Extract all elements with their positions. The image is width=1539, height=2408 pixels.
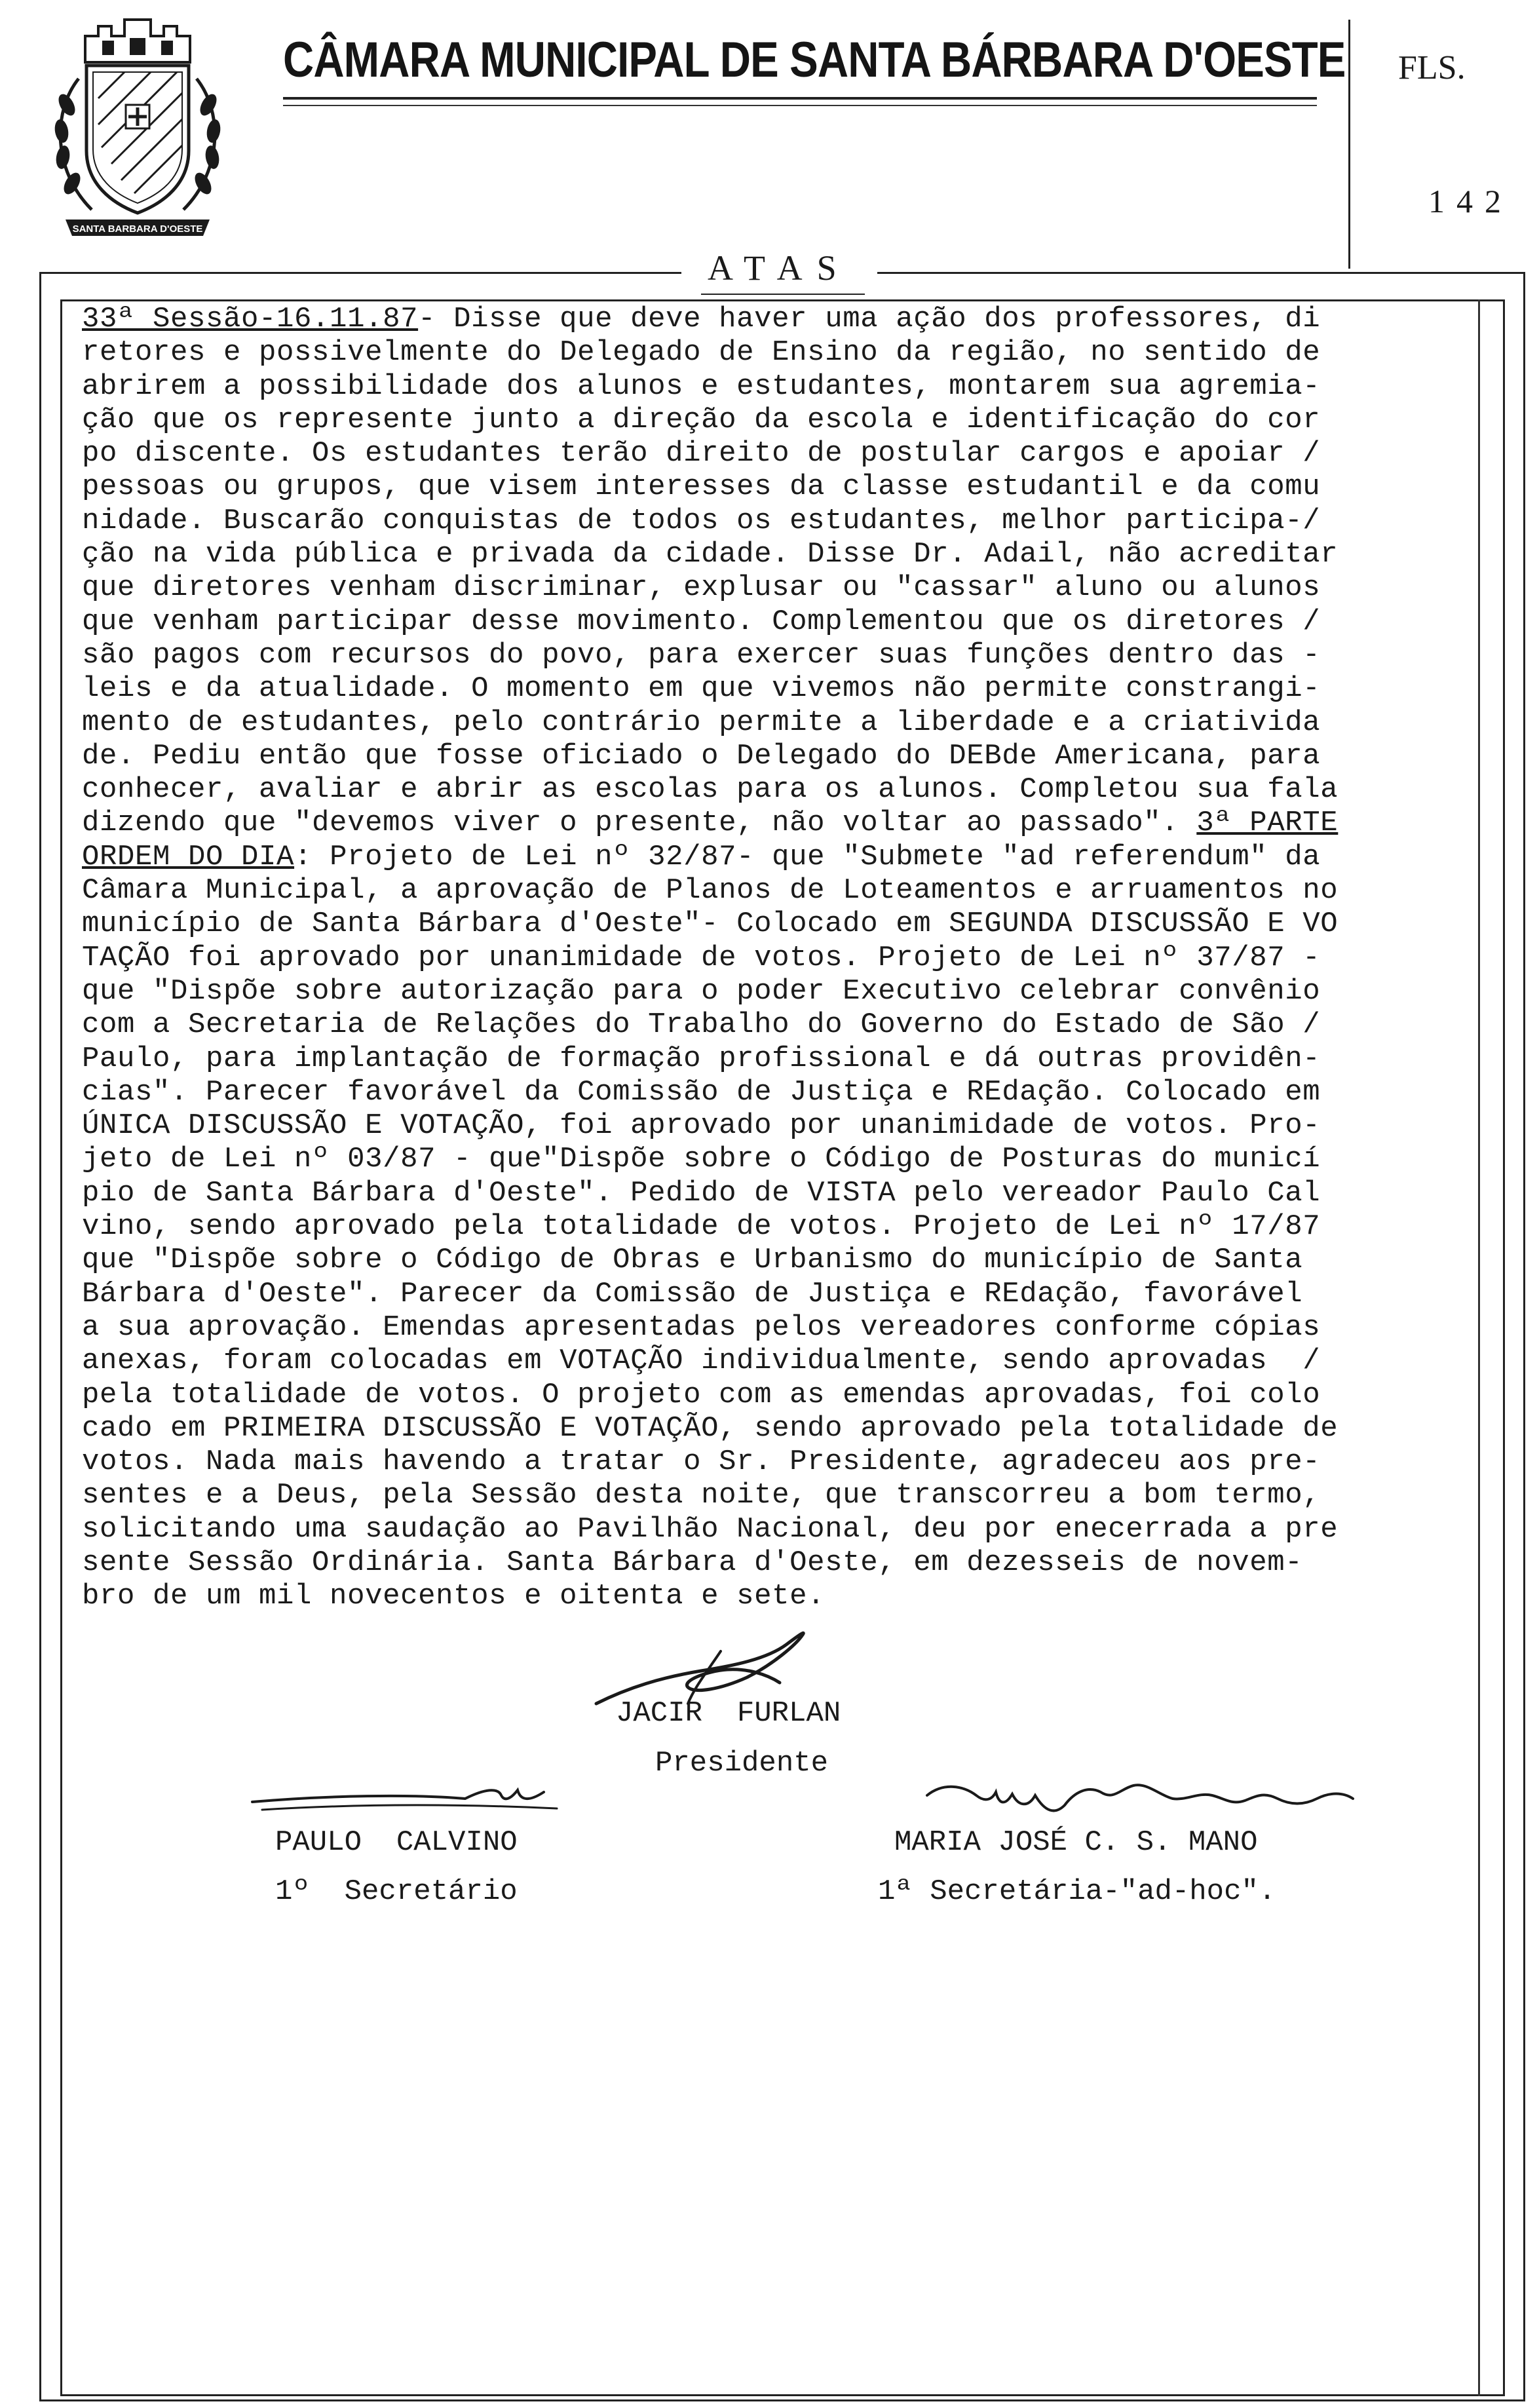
folio-number: 142: [1428, 183, 1513, 220]
ordem-heading-title: ORDEM DO DIA: [82, 840, 295, 873]
ordem-do-dia-text: : Projeto de Lei nº 32/87- que "Submete "ad referendum" da Câmara Municipal, a aprovação de Planos de Loteamentos e arruamentos no município de Santa Bárbara d'Oeste"- Colocado em SEGUNDA DISCUSSÃO E VO TAÇÃO foi aprovado por unanimidade de votos. Projeto de Lei nº 37/87 - que "Dispõe sobre autorização para o poder Executivo celebrar convênio com a Secretaria de Relações do Trabalho do Governo do Estado de São / Paulo, para implantação de formação profissional e dá outras providên- cias". Parecer favorável da Comissão de Justiça e REdação. Colocado em ÚNICA DISCUSSÃO E VOTAÇÃO, foi aprovado por unanimidade de votos. Pro- jeto de Lei nº 03/87 - que"Dispõe sobre o Código de Posturas do municí pio de Santa Bárbara d'Oeste". Pedido de VISTA pelo vereador Paulo Cal vino, sendo aprovado pela totalidade de votos. Projeto de Lei nº 17/87 que "Dispõe sobre o Código de Obras e Urbanismo do município de Santa Bárbara d'Oeste". Parecer da Comissão de Justiça e REdação, favorável a sua aprovação. Emendas apresentadas pelos vereadores conforme cópias anexas, foram colocadas em VOTAÇÃO individualmente, sendo aprovadas / pela totalidade de votos. O projeto com as emendas aprovadas, foi colo cado em PRIMEIRA DISCUSSÃO E VOTAÇÃO, sendo aprovado pela totalidade de votos. Nada mais havendo a tratar o Sr. Presidente, agradeceu aos pre- sentes e a Deus, pela Sessão desta noite, que transcorreu a bom termo, solicitando uma saudação ao Pavilhão Nacional, deu por enecerrada a pre sente Sessão Ordinária. Santa Bárbara d'Oeste, em dezesseis de novem- bro de um mil novecentos e oitenta e sete.: [82, 840, 1339, 1613]
ordem-heading-part: 3ª PARTE: [1196, 807, 1339, 840]
header-rule-thin: [283, 105, 1317, 106]
minutes-intro-text: - Disse que deve haver uma ação dos professores, di retores e possivelmente do Delegado de Ensino da região, no sentido de abrirem a possibilidade dos alunos e estudantes, montarem sua agremia- ção que os represente junto a direção da escola e identificação do cor po discente. Os estudantes terão direito de postular cargos e apoiar / pessoas ou grupos, que visem interesses da classe estudantil e da comu nidade. Buscarão conquistas de todos os estudantes, melhor participa-/ ção na vida pública e privada da cidade. Disse Dr. Adail, não acreditar que diretores venham discriminar, explusar ou "cassar" aluno ou alunos que venham participar desse movimento. Complementou que os diretores / são pagos com recursos do povo, para exercer suas funções dentro das - leis e da atualidade. O momento em que vivemos não permite constrangi- mento de estudantes, pelo contrário permite a liberdade e a criativida de. Pediu então que fosse oficiado o Delegado do DEBde Americana, para conhecer, avaliar e abrir as escolas para os alunos. Completou sua fala dizendo que "devemos viver o presente, não voltar ao passado".: [82, 303, 1339, 840]
section-title: ATAS: [681, 248, 877, 288]
municipal-crest-icon: [39, 0, 236, 249]
session-reference: 33ª Sessão-16.11.87: [82, 303, 419, 335]
first-secretary-signature-mark: [249, 1776, 563, 1822]
second-secretary-role: 1ª Secretária-"ad-hoc".: [878, 1875, 1276, 1908]
header-divider: [1348, 20, 1350, 269]
section-title-underline: [701, 294, 865, 295]
second-secretary-name: MARIA JOSÉ C. S. MANO: [894, 1826, 1258, 1859]
chamber-title: CÂMARA MUNICIPAL DE SANTA BÁRBARA D'OESTE: [283, 32, 1346, 88]
minutes-body: [82, 303, 1491, 1614]
president-role: Presidente: [655, 1747, 829, 1780]
first-secretary-name: PAULO CALVINO: [275, 1826, 518, 1859]
president-name: JACIR FURLAN: [616, 1697, 841, 1730]
first-secretary-role: 1º Secretário: [275, 1875, 518, 1908]
folio-label: FLS.: [1398, 49, 1466, 86]
svg-text:SANTA BARBARA D'OESTE: SANTA BARBARA D'OESTE: [72, 223, 203, 235]
header-rule: [283, 97, 1317, 100]
